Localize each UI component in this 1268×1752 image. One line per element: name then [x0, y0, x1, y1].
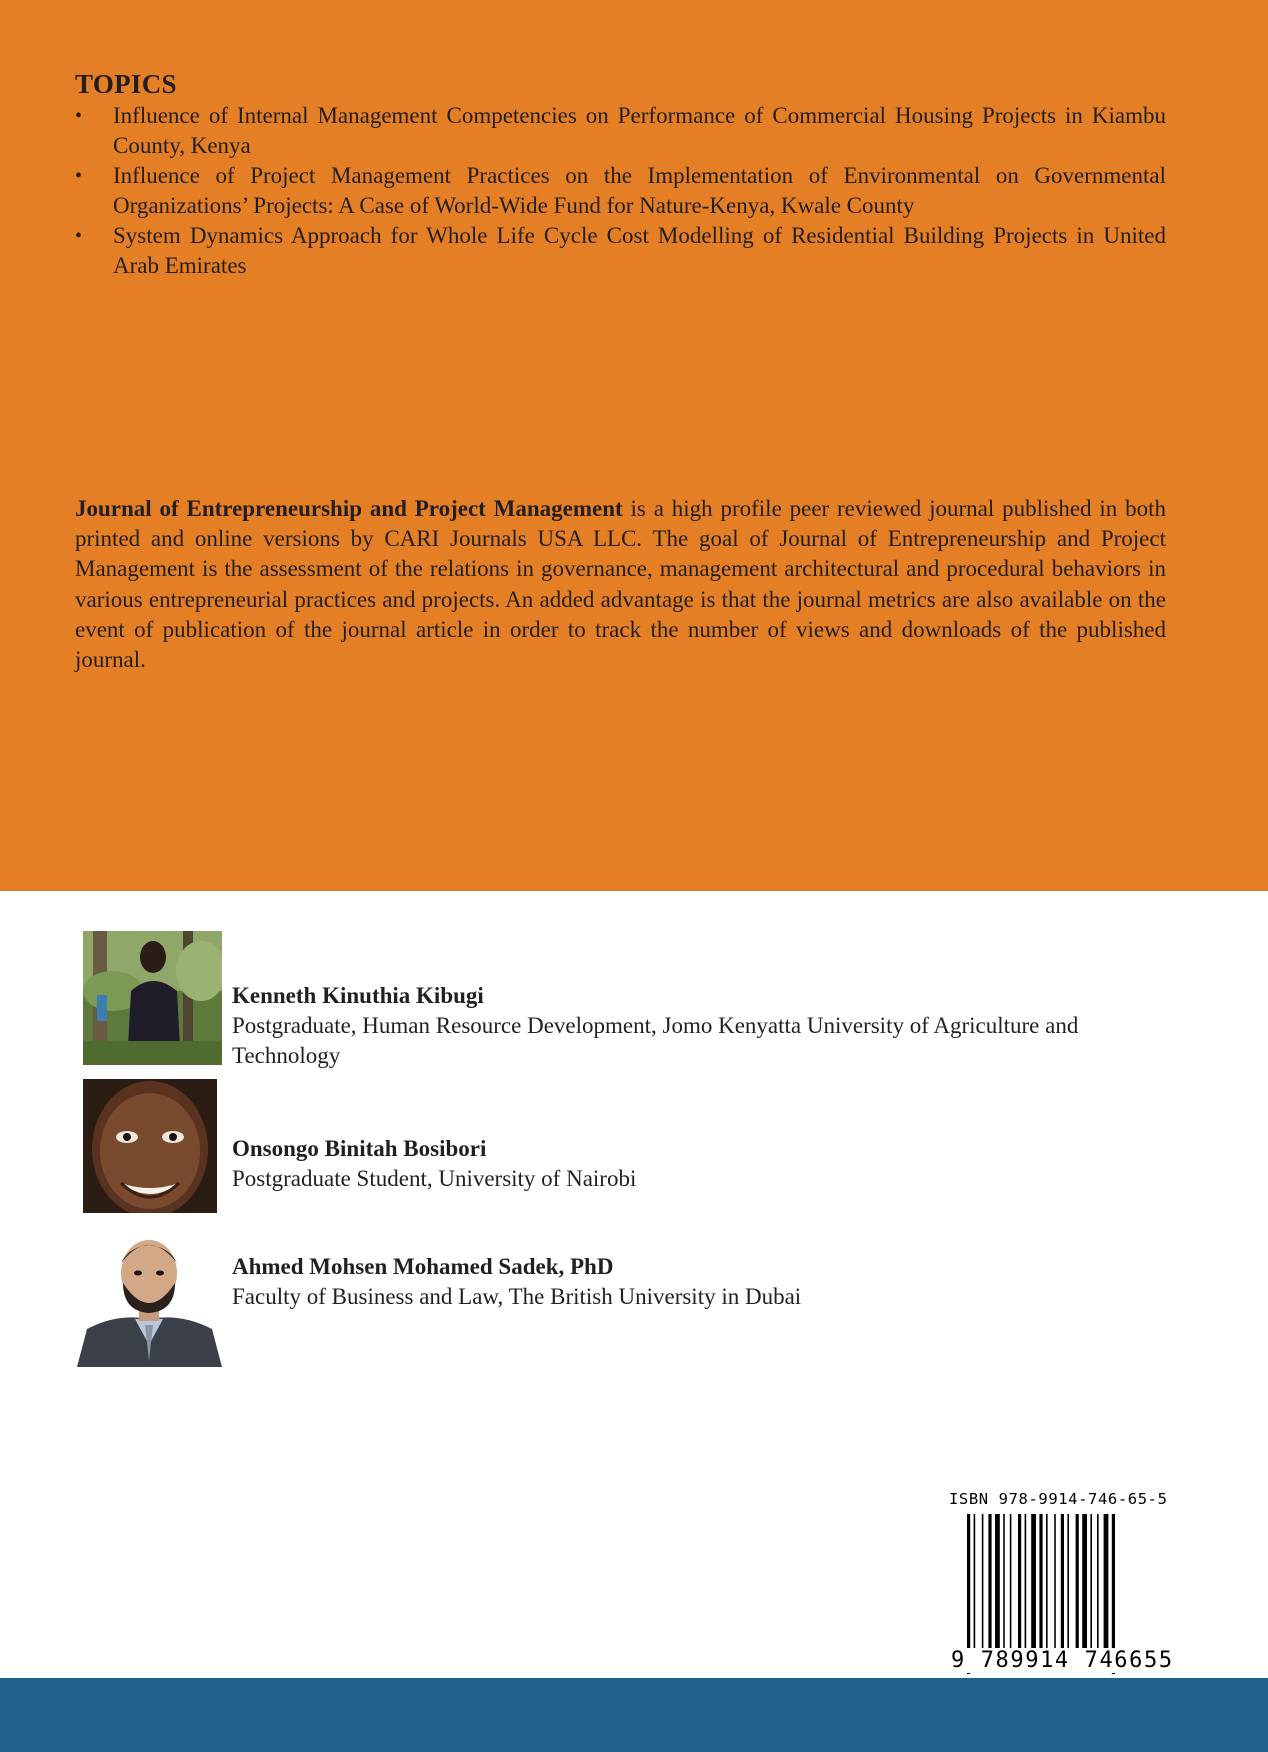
author-affiliation: Faculty of Business and Law, The British University in Dubai	[232, 1284, 802, 1309]
barcode-bar	[988, 1514, 991, 1662]
barcode-bar	[1046, 1514, 1048, 1662]
isbn-label: ISBN 978-9914-746-65-5	[949, 1490, 1168, 1508]
author-photo	[83, 931, 222, 1065]
author-photo	[83, 1079, 217, 1213]
bullet-icon: •	[75, 225, 83, 247]
barcode-bar	[1090, 1514, 1092, 1662]
topic-text: System Dynamics Approach for Whole Life Cycle Cost Modelling of Residential Building Projects in United Arab Emirates	[113, 223, 1166, 278]
author-name: Ahmed Mohsen Mohamed Sadek, PhD	[232, 1254, 614, 1279]
topic-item	[75, 101, 1166, 161]
author-name: Onsongo Binitah Bosibori	[232, 1136, 487, 1161]
journal-name: Journal of Entrepreneurship and Project Management	[75, 496, 623, 521]
topic-item	[75, 221, 1166, 281]
bottom-color-band	[0, 1678, 1268, 1752]
barcode-bar	[1097, 1514, 1099, 1662]
topic-text: Influence of Project Management Practices on the Implementation of Environmental on Governmental Organizations’ Projects: A Case of World-Wide Fund for Nature-Kenya, Kwale County	[113, 163, 1166, 218]
journal-description-body: is a high profile peer reviewed journal published in both printed and online versions by CARI Journals USA LLC. The goal of Journal of Entrepreneurship and Project Management is the assessment of the relations in governance, management architectural and procedural behaviors in various entrepreneurial practices and projects. An added advantage is that the journal metrics are also available on the event of publication of the journal article in order to track the number of views and downloads of the published journal.	[75, 496, 1166, 673]
barcode-bar	[1018, 1514, 1021, 1662]
barcode-bar	[1067, 1514, 1069, 1662]
barcode-bar	[1025, 1514, 1027, 1662]
author-affiliation: Postgraduate Student, University of Nairobi	[232, 1166, 637, 1191]
journal-description	[75, 494, 1166, 675]
topics-heading: TOPICS	[75, 69, 177, 99]
barcode-bar	[1031, 1514, 1036, 1662]
barcode-bar	[1039, 1514, 1042, 1662]
barcode-bar	[1003, 1514, 1005, 1662]
author-affiliation: Postgraduate, Human Resource Development, Jomo Kenyatta University of Agriculture and Technology	[232, 1013, 1079, 1068]
barcode-bar	[1061, 1514, 1064, 1662]
barcode-bar	[982, 1514, 984, 1662]
barcode-bar	[995, 1514, 1000, 1662]
topic-text: Influence of Internal Management Competencies on Performance of Commercial Housing Projects in Kiambu County, Kenya	[113, 103, 1166, 158]
barcode-bar	[1076, 1514, 1079, 1662]
author-photo	[77, 1233, 222, 1367]
barcode-bar	[1054, 1514, 1056, 1662]
barcode-digits: 9 789914 746655	[951, 1648, 1174, 1673]
topics-list	[75, 101, 1166, 281]
topic-item	[75, 161, 1166, 221]
author-name: Kenneth Kinuthia Kibugi	[232, 983, 484, 1008]
barcode-bar	[1082, 1514, 1087, 1662]
barcode-bar	[974, 1514, 976, 1662]
bullet-icon: •	[75, 165, 83, 187]
barcode-bar	[1010, 1514, 1012, 1662]
barcode-bar	[1104, 1514, 1109, 1662]
bullet-icon: •	[75, 105, 83, 127]
